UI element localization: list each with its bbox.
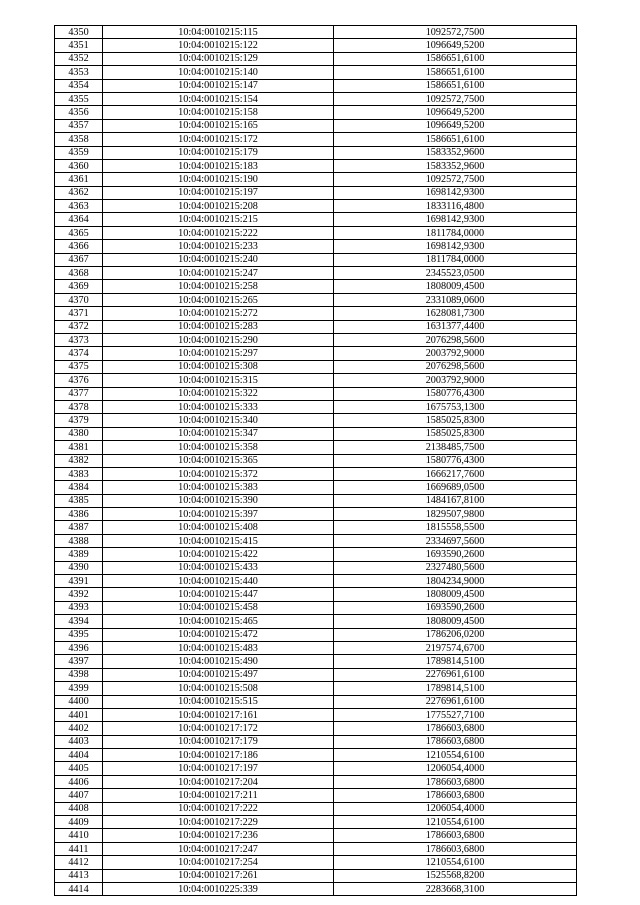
row-number-cell: 4355 [55, 92, 103, 105]
row-number-cell: 4414 [55, 883, 103, 896]
cadastral-number-cell: 10:04:0010215:165 [103, 119, 334, 132]
table-row [55, 548, 577, 561]
value-cell: 1833116,4800 [334, 200, 577, 213]
value-cell: 2276961,6100 [334, 668, 577, 681]
cadastral-number-cell: 10:04:0010215:515 [103, 695, 334, 708]
value-cell: 1586651,6100 [334, 52, 577, 65]
value-cell: 1206054,4000 [334, 762, 577, 775]
value-cell: 2003792,9000 [334, 347, 577, 360]
cadastral-number-cell: 10:04:0010215:322 [103, 387, 334, 400]
cadastral-number-cell: 10:04:0010215:158 [103, 106, 334, 119]
table-row [55, 427, 577, 440]
value-cell: 1808009,4500 [334, 280, 577, 293]
value-cell: 1808009,4500 [334, 588, 577, 601]
value-cell: 2283668,3100 [334, 883, 577, 896]
row-number-cell: 4368 [55, 267, 103, 280]
row-number-cell: 4365 [55, 226, 103, 239]
table-row [55, 494, 577, 507]
row-number-cell: 4406 [55, 775, 103, 788]
table-row [55, 106, 577, 119]
table-row [55, 816, 577, 829]
row-number-cell: 4373 [55, 333, 103, 346]
row-number-cell: 4350 [55, 26, 103, 39]
value-cell: 1789814,5100 [334, 682, 577, 695]
value-cell: 1096649,5200 [334, 119, 577, 132]
value-cell: 2327480,5600 [334, 561, 577, 574]
cadastral-number-cell: 10:04:0010215:290 [103, 333, 334, 346]
table-row [55, 561, 577, 574]
table-row [55, 26, 577, 39]
cadastral-number-cell: 10:04:0010215:383 [103, 481, 334, 494]
table-row [55, 467, 577, 480]
row-number-cell: 4379 [55, 414, 103, 427]
row-number-cell: 4392 [55, 588, 103, 601]
row-number-cell: 4408 [55, 802, 103, 815]
cadastral-number-cell: 10:04:0010215:283 [103, 320, 334, 333]
cadastral-number-cell: 10:04:0010215:472 [103, 628, 334, 641]
cadastral-number-cell: 10:04:0010215:347 [103, 427, 334, 440]
value-cell: 1484167,8100 [334, 494, 577, 507]
value-cell: 1525568,8200 [334, 869, 577, 882]
cadastral-number-cell: 10:04:0010215:433 [103, 561, 334, 574]
row-number-cell: 4413 [55, 869, 103, 882]
value-cell: 1210554,6100 [334, 856, 577, 869]
row-number-cell: 4356 [55, 106, 103, 119]
value-cell: 1698142,9300 [334, 186, 577, 199]
cadastral-number-cell: 10:04:0010215:154 [103, 92, 334, 105]
row-number-cell: 4404 [55, 749, 103, 762]
row-number-cell: 4380 [55, 427, 103, 440]
table-row [55, 253, 577, 266]
value-cell: 1669689,0500 [334, 481, 577, 494]
row-number-cell: 4353 [55, 66, 103, 79]
value-cell: 1811784,0000 [334, 226, 577, 239]
row-number-cell: 4370 [55, 293, 103, 306]
cadastral-number-cell: 10:04:0010215:297 [103, 347, 334, 360]
cadastral-number-cell: 10:04:0010215:333 [103, 400, 334, 413]
value-cell: 1786603,6800 [334, 775, 577, 788]
row-number-cell: 4371 [55, 307, 103, 320]
table-row [55, 173, 577, 186]
table-row [55, 789, 577, 802]
cadastral-number-cell: 10:04:0010217:186 [103, 749, 334, 762]
table-body [55, 26, 577, 896]
cadastral-number-cell: 10:04:0010215:265 [103, 293, 334, 306]
row-number-cell: 4394 [55, 615, 103, 628]
row-number-cell: 4363 [55, 200, 103, 213]
value-cell: 1666217,7600 [334, 467, 577, 480]
value-cell: 1786603,6800 [334, 735, 577, 748]
table-row [55, 240, 577, 253]
cadastral-number-cell: 10:04:0010215:390 [103, 494, 334, 507]
value-cell: 1811784,0000 [334, 253, 577, 266]
row-number-cell: 4360 [55, 159, 103, 172]
cadastral-number-cell: 10:04:0010215:490 [103, 655, 334, 668]
table-row [55, 186, 577, 199]
cadastral-number-cell: 10:04:0010217:197 [103, 762, 334, 775]
table-row [55, 92, 577, 105]
value-cell: 1808009,4500 [334, 615, 577, 628]
value-cell: 1210554,6100 [334, 816, 577, 829]
table-row [55, 400, 577, 413]
table-row [55, 200, 577, 213]
cadastral-number-cell: 10:04:0010215:458 [103, 601, 334, 614]
value-cell: 1096649,5200 [334, 39, 577, 52]
cadastral-number-cell: 10:04:0010217:222 [103, 802, 334, 815]
cadastral-number-cell: 10:04:0010215:208 [103, 200, 334, 213]
cadastral-number-cell: 10:04:0010217:161 [103, 708, 334, 721]
table-row [55, 508, 577, 521]
row-number-cell: 4396 [55, 641, 103, 654]
table-row [55, 655, 577, 668]
row-number-cell: 4409 [55, 816, 103, 829]
table-row [55, 534, 577, 547]
cadastral-number-cell: 10:04:0010215:308 [103, 360, 334, 373]
cadastral-number-cell: 10:04:0010215:365 [103, 454, 334, 467]
value-cell: 2276961,6100 [334, 695, 577, 708]
cadastral-number-cell: 10:04:0010215:408 [103, 521, 334, 534]
cadastral-number-cell: 10:04:0010217:247 [103, 842, 334, 855]
row-number-cell: 4388 [55, 534, 103, 547]
table-row [55, 146, 577, 159]
row-number-cell: 4377 [55, 387, 103, 400]
row-number-cell: 4389 [55, 548, 103, 561]
row-number-cell: 4362 [55, 186, 103, 199]
row-number-cell: 4407 [55, 789, 103, 802]
row-number-cell: 4403 [55, 735, 103, 748]
value-cell: 1786603,6800 [334, 842, 577, 855]
value-cell: 1786603,6800 [334, 829, 577, 842]
value-cell: 1804234,9000 [334, 575, 577, 588]
table-row [55, 802, 577, 815]
row-number-cell: 4366 [55, 240, 103, 253]
row-number-cell: 4397 [55, 655, 103, 668]
cadastral-number-cell: 10:04:0010217:172 [103, 722, 334, 735]
table-row [55, 159, 577, 172]
value-cell: 1693590,2600 [334, 601, 577, 614]
row-number-cell: 4400 [55, 695, 103, 708]
row-number-cell: 4361 [55, 173, 103, 186]
table-row [55, 615, 577, 628]
table-row [55, 280, 577, 293]
table-row [55, 708, 577, 721]
row-number-cell: 4385 [55, 494, 103, 507]
cadastral-number-cell: 10:04:0010215:340 [103, 414, 334, 427]
cadastral-number-cell: 10:04:0010215:179 [103, 146, 334, 159]
table-row [55, 307, 577, 320]
table-row [55, 119, 577, 132]
value-cell: 2197574,6700 [334, 641, 577, 654]
row-number-cell: 4372 [55, 320, 103, 333]
row-number-cell: 4378 [55, 400, 103, 413]
cadastral-number-cell: 10:04:0010215:497 [103, 668, 334, 681]
table-row [55, 588, 577, 601]
table-row [55, 293, 577, 306]
cadastral-number-cell: 10:04:0010215:140 [103, 66, 334, 79]
row-number-cell: 4412 [55, 856, 103, 869]
value-cell: 1580776,4300 [334, 387, 577, 400]
row-number-cell: 4376 [55, 374, 103, 387]
cadastral-number-cell: 10:04:0010215:215 [103, 213, 334, 226]
table-row [55, 641, 577, 654]
cadastral-number-cell: 10:04:0010215:115 [103, 26, 334, 39]
cadastral-number-cell: 10:04:0010215:397 [103, 508, 334, 521]
cadastral-number-cell: 10:04:0010215:172 [103, 133, 334, 146]
row-number-cell: 4358 [55, 133, 103, 146]
cadastral-number-cell: 10:04:0010215:372 [103, 467, 334, 480]
cadastral-number-cell: 10:04:0010215:422 [103, 548, 334, 561]
value-cell: 1693590,2600 [334, 548, 577, 561]
table-row [55, 628, 577, 641]
row-number-cell: 4391 [55, 575, 103, 588]
cadastral-number-cell: 10:04:0010215:465 [103, 615, 334, 628]
row-number-cell: 4411 [55, 842, 103, 855]
table-row [55, 454, 577, 467]
row-number-cell: 4374 [55, 347, 103, 360]
cadastral-number-cell: 10:04:0010215:358 [103, 441, 334, 454]
value-cell: 1583352,9600 [334, 146, 577, 159]
cadastral-number-cell: 10:04:0010215:197 [103, 186, 334, 199]
row-number-cell: 4375 [55, 360, 103, 373]
table-row [55, 374, 577, 387]
row-number-cell: 4386 [55, 508, 103, 521]
table-row [55, 347, 577, 360]
cadastral-number-cell: 10:04:0010215:190 [103, 173, 334, 186]
table-row [55, 842, 577, 855]
row-number-cell: 4381 [55, 441, 103, 454]
cadastral-number-cell: 10:04:0010215:233 [103, 240, 334, 253]
value-cell: 2076298,5600 [334, 360, 577, 373]
table-row [55, 414, 577, 427]
row-number-cell: 4387 [55, 521, 103, 534]
cadastral-number-cell: 10:04:0010215:222 [103, 226, 334, 239]
row-number-cell: 4399 [55, 682, 103, 695]
cadastral-number-cell: 10:04:0010225:339 [103, 883, 334, 896]
cadastral-number-cell: 10:04:0010215:129 [103, 52, 334, 65]
table-row [55, 213, 577, 226]
row-number-cell: 4352 [55, 52, 103, 65]
row-number-cell: 4382 [55, 454, 103, 467]
table-row [55, 682, 577, 695]
row-number-cell: 4383 [55, 467, 103, 480]
row-number-cell: 4405 [55, 762, 103, 775]
row-number-cell: 4359 [55, 146, 103, 159]
value-cell: 1092572,7500 [334, 92, 577, 105]
table-row [55, 735, 577, 748]
table-row [55, 387, 577, 400]
table-row [55, 441, 577, 454]
value-cell: 1585025,8300 [334, 427, 577, 440]
value-cell: 1698142,9300 [334, 213, 577, 226]
row-number-cell: 4393 [55, 601, 103, 614]
value-cell: 1786603,6800 [334, 789, 577, 802]
table-row [55, 722, 577, 735]
row-number-cell: 4395 [55, 628, 103, 641]
value-cell: 1829507,9800 [334, 508, 577, 521]
table-row [55, 749, 577, 762]
value-cell: 1675753,1300 [334, 400, 577, 413]
table-row [55, 521, 577, 534]
cadastral-number-cell: 10:04:0010215:147 [103, 79, 334, 92]
cadastral-number-cell: 10:04:0010217:236 [103, 829, 334, 842]
row-number-cell: 4354 [55, 79, 103, 92]
value-cell: 1096649,5200 [334, 106, 577, 119]
table-row [55, 360, 577, 373]
value-cell: 1786603,6800 [334, 722, 577, 735]
data-table [54, 25, 577, 896]
row-number-cell: 4351 [55, 39, 103, 52]
cadastral-number-cell: 10:04:0010217:204 [103, 775, 334, 788]
cadastral-number-cell: 10:04:0010217:254 [103, 856, 334, 869]
row-number-cell: 4367 [55, 253, 103, 266]
cadastral-number-cell: 10:04:0010217:211 [103, 789, 334, 802]
value-cell: 1586651,6100 [334, 79, 577, 92]
cadastral-number-cell: 10:04:0010215:447 [103, 588, 334, 601]
value-cell: 1815558,5500 [334, 521, 577, 534]
value-cell: 1786206,0200 [334, 628, 577, 641]
value-cell: 1775527,7100 [334, 708, 577, 721]
value-cell: 1583352,9600 [334, 159, 577, 172]
table-row [55, 66, 577, 79]
value-cell: 1206054,4000 [334, 802, 577, 815]
value-cell: 2138485,7500 [334, 441, 577, 454]
value-cell: 1210554,6100 [334, 749, 577, 762]
value-cell: 2345523,0500 [334, 267, 577, 280]
value-cell: 1092572,7500 [334, 173, 577, 186]
value-cell: 1586651,6100 [334, 66, 577, 79]
table-row [55, 481, 577, 494]
value-cell: 1586651,6100 [334, 133, 577, 146]
table-row [55, 52, 577, 65]
cadastral-number-cell: 10:04:0010215:247 [103, 267, 334, 280]
value-cell: 1628081,7300 [334, 307, 577, 320]
table-row [55, 762, 577, 775]
table-row [55, 775, 577, 788]
row-number-cell: 4401 [55, 708, 103, 721]
row-number-cell: 4384 [55, 481, 103, 494]
row-number-cell: 4369 [55, 280, 103, 293]
cadastral-number-cell: 10:04:0010215:122 [103, 39, 334, 52]
cadastral-number-cell: 10:04:0010215:258 [103, 280, 334, 293]
table-row [55, 883, 577, 896]
cadastral-number-cell: 10:04:0010215:240 [103, 253, 334, 266]
table-row [55, 695, 577, 708]
table-row [55, 869, 577, 882]
table-row [55, 267, 577, 280]
table-row [55, 320, 577, 333]
cadastral-number-cell: 10:04:0010217:261 [103, 869, 334, 882]
value-cell: 1092572,7500 [334, 26, 577, 39]
cadastral-number-cell: 10:04:0010217:229 [103, 816, 334, 829]
table-row [55, 601, 577, 614]
table-row [55, 829, 577, 842]
value-cell: 2334697,5600 [334, 534, 577, 547]
row-number-cell: 4357 [55, 119, 103, 132]
value-cell: 1698142,9300 [334, 240, 577, 253]
cadastral-number-cell: 10:04:0010215:483 [103, 641, 334, 654]
document-page [54, 25, 576, 896]
value-cell: 1580776,4300 [334, 454, 577, 467]
table-row [55, 226, 577, 239]
row-number-cell: 4398 [55, 668, 103, 681]
table-row [55, 79, 577, 92]
value-cell: 1631377,4400 [334, 320, 577, 333]
table-row [55, 39, 577, 52]
table-row [55, 333, 577, 346]
value-cell: 2331089,0600 [334, 293, 577, 306]
cadastral-number-cell: 10:04:0010215:508 [103, 682, 334, 695]
value-cell: 2003792,9000 [334, 374, 577, 387]
cadastral-number-cell: 10:04:0010217:179 [103, 735, 334, 748]
table-row [55, 668, 577, 681]
value-cell: 1789814,5100 [334, 655, 577, 668]
cadastral-number-cell: 10:04:0010215:315 [103, 374, 334, 387]
cadastral-number-cell: 10:04:0010215:440 [103, 575, 334, 588]
row-number-cell: 4402 [55, 722, 103, 735]
value-cell: 1585025,8300 [334, 414, 577, 427]
row-number-cell: 4410 [55, 829, 103, 842]
table-row [55, 856, 577, 869]
row-number-cell: 4390 [55, 561, 103, 574]
row-number-cell: 4364 [55, 213, 103, 226]
cadastral-number-cell: 10:04:0010215:415 [103, 534, 334, 547]
table-row [55, 575, 577, 588]
cadastral-number-cell: 10:04:0010215:272 [103, 307, 334, 320]
cadastral-number-cell: 10:04:0010215:183 [103, 159, 334, 172]
value-cell: 2076298,5600 [334, 333, 577, 346]
table-row [55, 133, 577, 146]
